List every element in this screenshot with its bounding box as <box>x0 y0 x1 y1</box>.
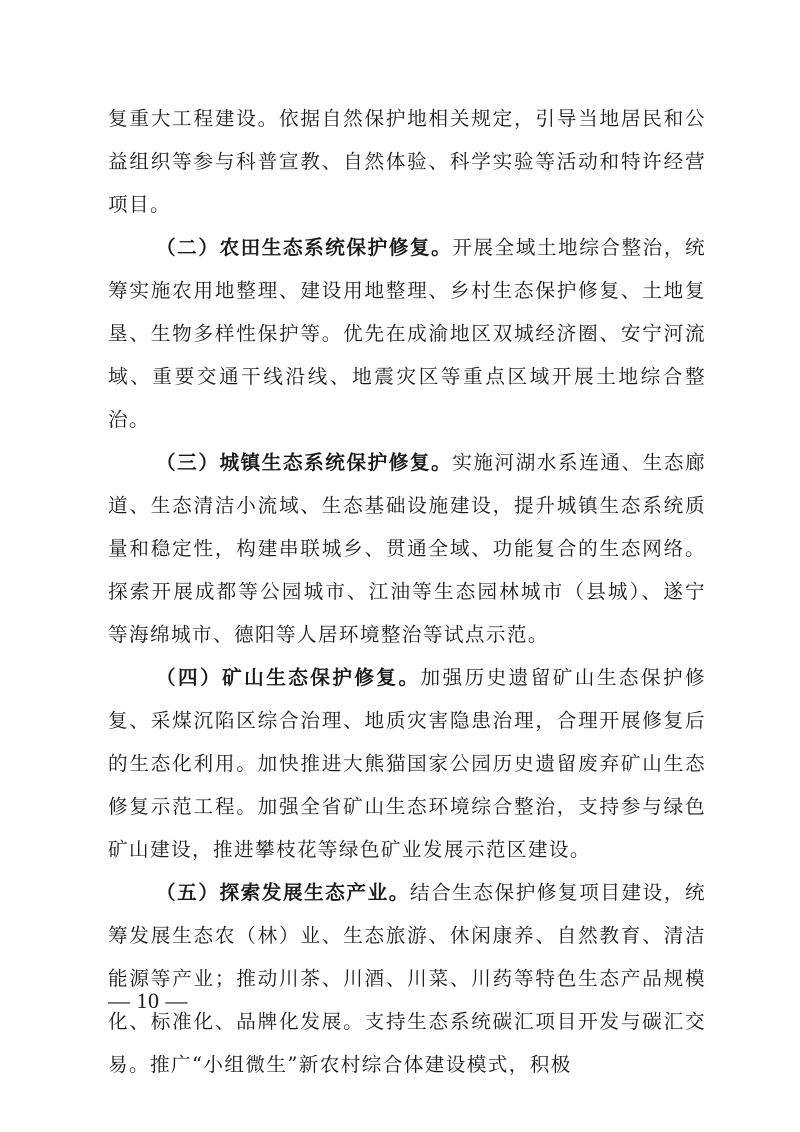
paragraph-text: 复重大工程建设。依据自然保护地相关规定，引导当地居民和公益组织等参与科普宣教、自然体验、科学实验等活动和特许经营项目。 <box>108 107 706 216</box>
paragraph-industry <box>108 871 706 1086</box>
section-heading: （四）矿山生态保护修复。 <box>156 666 421 689</box>
paragraph-text: 开展全域土地综合整治，统筹实施农用地整理、建设用地整理、乡村生态保护修复、土地复垦、生物多样性保护等。优先在成渝地区双城经济圈、安宁河流域、重要交通干线沿线、地震灾区等重点区域开展土地综合整治。 <box>108 236 706 431</box>
paragraph-text: 加强历史遗留矿山生态保护修复、采煤沉陷区综合治理、地质灾害隐患治理，合理开展修复后的生态化利用。加快推进大熊猫国家公园历史遗留废弃矿山生态修复示范工程。加强全省矿山生态环境综合整治，支持参与绿色矿山建设，推进攀枝花等绿色矿业发展示范区建设。 <box>108 666 706 861</box>
section-heading: （三）城镇生态系统保护修复。 <box>156 451 453 474</box>
section-heading: （二）农田生态系统保护修复。 <box>156 236 453 259</box>
paragraph-mine <box>108 656 706 871</box>
paragraph-farmland <box>108 226 706 441</box>
section-heading: （五）探索发展生态产业。 <box>156 881 410 904</box>
paragraph-continuation <box>108 97 706 226</box>
paragraph-text: 实施河湖水系连通、生态廊道、生态清洁小流域、生态基础设施建设，提升城镇生态系统质量和稳定性，构建串联城乡、贯通全域、功能复合的生态网络。探索开展成都等公园城市、江油等生态园林城市（县城）、遂宁等海绵城市、德阳等人居环境整治等试点示范。 <box>108 451 706 646</box>
paragraph-urban <box>108 441 706 656</box>
document-page <box>108 97 706 1086</box>
paragraph-text: 结合生态保护修复项目建设，统筹发展生态农（林）业、生态旅游、休闲康养、自然教育、清洁能源等产业；推动川茶、川酒、川菜、川药等特色生态产品规模化、标准化、品牌化发展。支持生态系统碳汇项目开发与碳汇交易。推广“小组微生”新农村综合体建设模式，积极 <box>108 881 706 1076</box>
page-number: — 10 — <box>108 988 188 1013</box>
